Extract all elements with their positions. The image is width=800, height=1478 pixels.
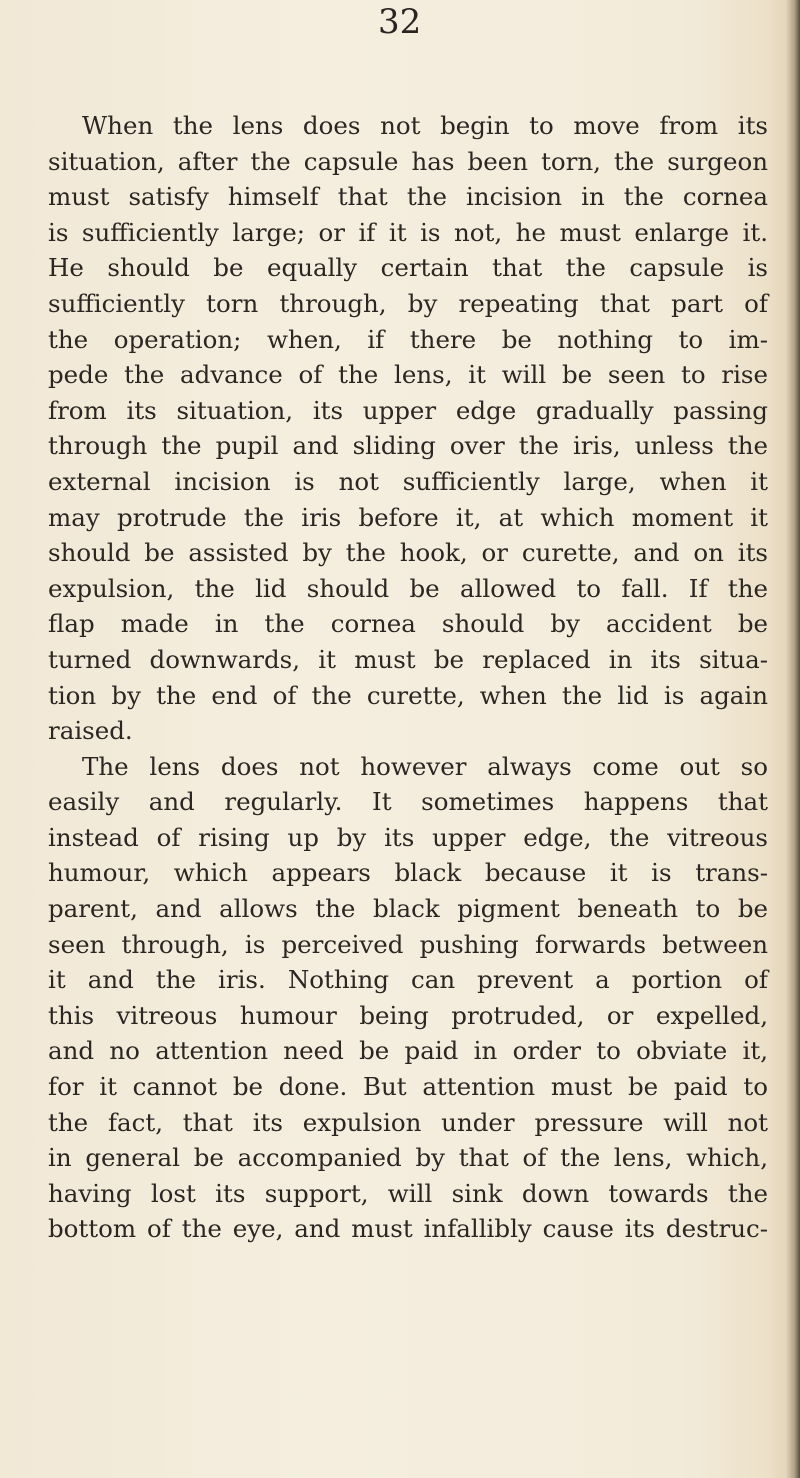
text-line: When the lens does not begin to move from its [82,111,768,140]
text-line: for it cannot be done. But attention must be paid to [48,1072,768,1102]
text-line: and no attention need be paid in order to obviate it, [48,1036,768,1066]
text-line: the fact, that its expulsion under pressure will not [48,1107,768,1137]
text-line: having lost its support, will sink down towards the [48,1178,768,1208]
text-line: turned downwards, it must be replaced in its situa- [48,644,768,674]
body-text [48,108,768,1247]
text-line: from its situation, its upper edge gradually passing [48,395,768,425]
text-line: tion by the end of the curette, when the lid is again [48,680,768,710]
text-line: may protrude the iris before it, at which moment it [48,502,768,532]
text-line: in general be accompanied by that of the lens, which, [48,1143,768,1173]
text-line: seen through, is perceived pushing forwards between [48,929,768,959]
text-line: external incision is not sufficiently large, when it [48,466,768,496]
text-line: pede the advance of the lens, it will be seen to rise [48,360,768,390]
text-line: is sufficiently large; or if it is not, he must enlarge it. [48,217,768,247]
text-line: this vitreous humour being protruded, or expelled, [48,1000,768,1030]
text-line: instead of rising up by its upper edge, the vitreous [48,822,768,852]
page-edge-shadow [786,0,800,1478]
text-line: the operation; when, if there be nothing to im- [48,324,768,354]
text-line: The lens does not however always come out so [82,751,768,781]
text-line: humour, which appears black because it is trans- [48,858,768,888]
text-line: He should be equally certain that the capsule is [48,253,768,283]
text-line: bottom of the eye, and must infallibly cause its destruc- [48,1214,768,1244]
page-number: 32 [378,2,422,42]
text-line: through the pupil and sliding over the iris, unless the [48,431,768,461]
text-line: it and the iris. Nothing can prevent a portion of [48,965,768,995]
text-line: parent, and allows the black pigment beneath to be [48,894,768,924]
text-line: situation, after the capsule has been torn, the surgeon [48,146,768,176]
text-line: raised. [48,716,133,746]
text-line: sufficiently torn through, by repeating that part of [48,288,768,318]
text-line: should be assisted by the hook, or curette, and on its [48,538,768,568]
text-line: easily and regularly. It sometimes happens that [48,787,768,817]
text-line: must satisfy himself that the incision in the cornea [48,182,768,212]
text-line: flap made in the cornea should by accident be [48,609,768,639]
text-line: expulsion, the lid should be allowed to fall. If the [48,573,768,603]
